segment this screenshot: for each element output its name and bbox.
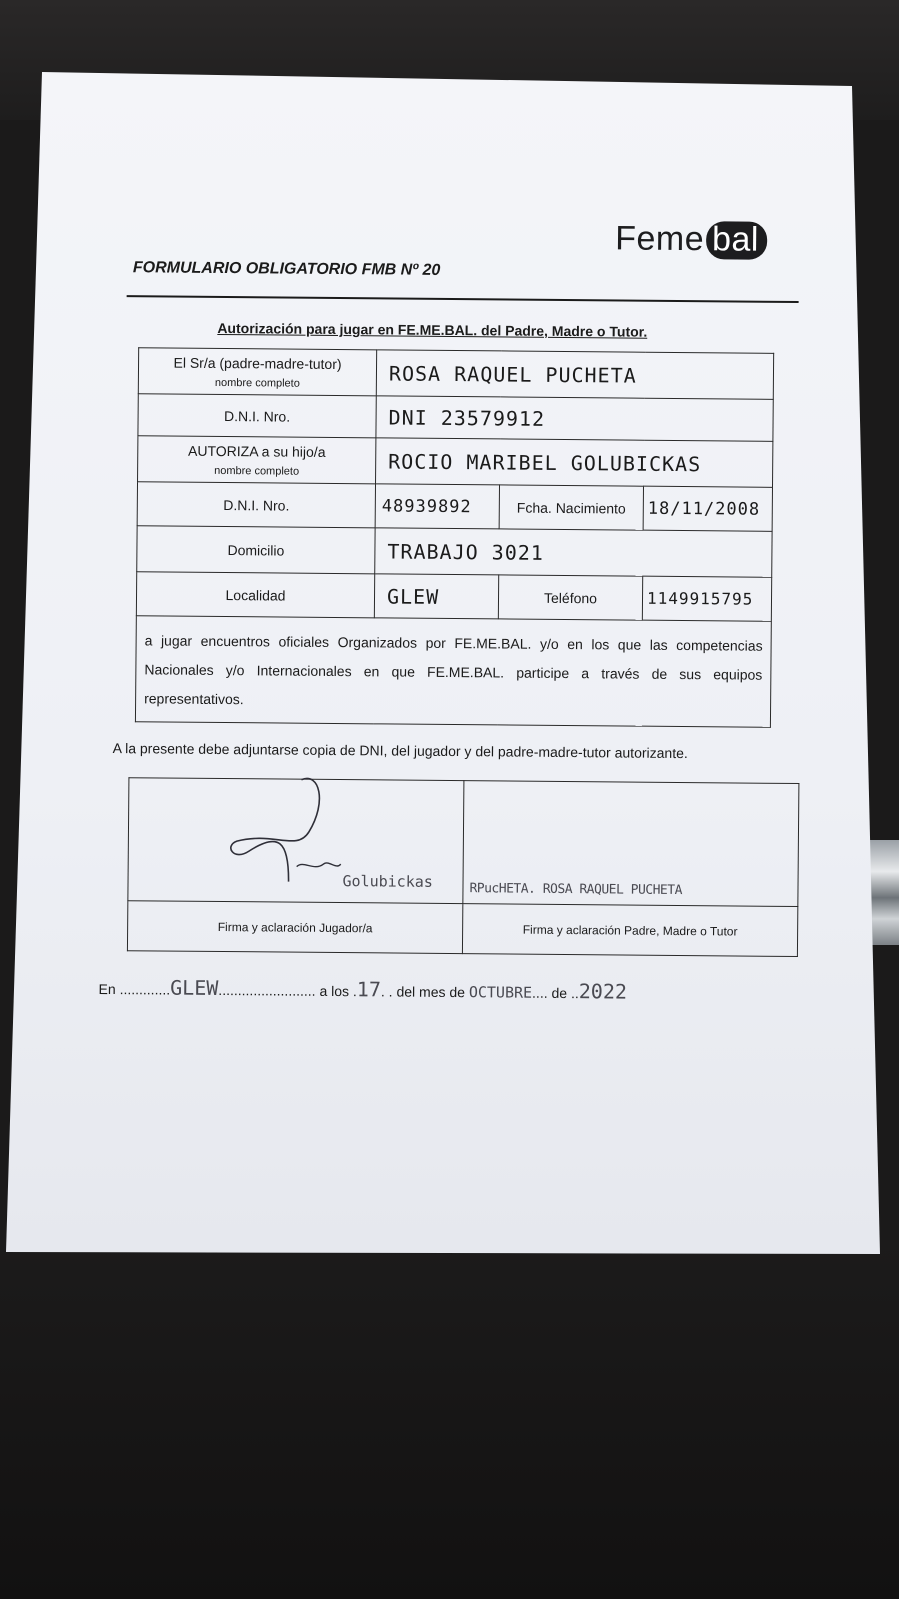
child-dni-field[interactable]: 48939892 <box>375 484 499 529</box>
femebal-logo <box>615 219 767 259</box>
domicilio-label: Domicilio <box>137 526 375 574</box>
telefono-field[interactable]: 1149915795 <box>642 576 771 621</box>
tutor-signature-text: RPucHETA. ROSA RAQUEL PUCHETA <box>469 881 683 899</box>
tutor-dni-label: D.N.I. Nro. <box>138 394 376 438</box>
day-field[interactable]: 17 <box>356 977 382 1002</box>
en-label: En <box>98 980 116 998</box>
date-place-line <box>99 975 779 1005</box>
localidad-field[interactable]: GLEW <box>374 574 498 619</box>
form-subtitle: Autorización para jugar en FE.ME.BAL. del Padre, Madre o Tutor. <box>217 319 648 340</box>
day-dots-after: . . <box>380 983 393 1000</box>
year-dots: .. <box>570 985 579 1002</box>
tutor-signature-box[interactable] <box>463 781 799 907</box>
birth-date-field[interactable]: 18/11/2008 <box>643 486 772 531</box>
tutor-label-cell <box>138 348 376 396</box>
title-rule <box>127 295 799 303</box>
autoriza-label: AUTORIZA a su hijo/a <box>187 442 326 460</box>
attachment-note: A la presente debe adjuntarse copia de DNI, del jugador y del padre-madre-tutor autorizante. <box>112 740 688 762</box>
year-field[interactable]: 2022 <box>578 979 628 1004</box>
de-label: de <box>551 984 568 1002</box>
autoriza-sublabel: nombre completo <box>214 464 300 478</box>
month-dots: .... <box>532 984 548 1001</box>
day-dots: . <box>352 983 357 1000</box>
signature-table <box>127 777 799 957</box>
a-los-label: a los <box>319 982 350 1000</box>
telefono-label: Teléfono <box>498 575 642 620</box>
birth-label: Fcha. Nacimiento <box>499 485 643 530</box>
player-signature-mark <box>178 771 479 894</box>
authorization-paragraph: a jugar encuentros oficiales Organizados por FE.ME.BAL. y/o en los que las competencias Nacionales y/o Internacionales en que FE.ME.BAL. participe a través de sus equipos representativos. <box>135 616 771 728</box>
authorization-table <box>135 347 774 728</box>
tutor-label: El Sr/a (padre-madre-tutor) <box>173 354 342 372</box>
player-signature-text: Golubickas <box>342 872 433 891</box>
domicilio-field[interactable]: TRABAJO 3021 <box>375 528 772 577</box>
child-name-field[interactable]: ROCIO MARIBEL GOLUBICKAS <box>376 438 773 487</box>
logo-suffix: bal <box>706 221 767 260</box>
player-signature-caption: Firma y aclaración Jugador/a <box>127 901 462 954</box>
place-dots-after: ......................... <box>218 981 316 999</box>
tutor-signature-caption: Firma y aclaración Padre, Madre o Tutor <box>462 904 797 957</box>
logo-prefix: Feme <box>614 219 705 259</box>
autoriza-label-cell <box>138 436 376 484</box>
tutor-dni-field[interactable]: DNI 23579912 <box>376 396 773 441</box>
place-field[interactable]: GLEW <box>170 975 219 1000</box>
localidad-label: Localidad <box>136 572 374 618</box>
mes-label: del mes de <box>396 983 466 1001</box>
place-dots: ............. <box>119 981 171 998</box>
month-field[interactable]: OCTUBRE <box>468 983 533 1002</box>
tutor-sublabel: nombre completo <box>214 376 300 390</box>
player-signature-box[interactable] <box>128 778 464 904</box>
child-dni-label: D.N.I. Nro. <box>137 482 375 528</box>
form-title: FORMULARIO OBLIGATORIO FMB Nº 20 <box>132 259 441 279</box>
tutor-name-field[interactable]: ROSA RAQUEL PUCHETA <box>376 350 773 399</box>
